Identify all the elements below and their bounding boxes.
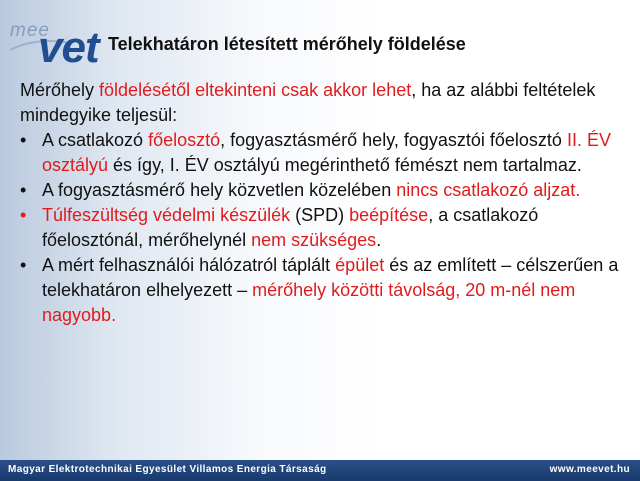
condition-3-text-3: .	[376, 230, 382, 250]
condition-4-text-1: A mért felhasználói hálózatról táplált	[42, 255, 336, 275]
condition-1-text-3: és így, I. ÉV osztályú megérinthető fémészt nem tartalmaz.	[108, 155, 582, 175]
bullet-marker: •	[20, 255, 27, 275]
condition-2-highlight-1: nincs csatlakozó aljzat.	[396, 180, 581, 200]
meevet-logo	[8, 16, 118, 72]
condition-4-text-2: és az említett – célszerűen a telekhatáron elhelyezett –	[42, 255, 619, 300]
condition-3-highlight-2: beépítése	[349, 205, 429, 225]
bullet-marker: •	[20, 130, 27, 150]
condition-2-text-1: A fogyasztásmérő hely közvetlen közelében	[42, 180, 397, 200]
condition-3-highlight-1: Túlfeszültség védelmi készülék	[42, 205, 291, 225]
condition-1-text-2: , fogyasztásmérő hely, fogyasztói főelosztó	[220, 130, 567, 150]
intro-paragraph	[20, 78, 625, 128]
condition-item-2	[20, 178, 625, 203]
footer-organization: Magyar Elektrotechnikai Egyesület Villamos Energia Társaság	[8, 464, 327, 475]
condition-item-3	[20, 203, 625, 253]
bullet-marker: •	[20, 180, 27, 200]
slide-title: Telekhatáron létesített mérőhely földelése	[108, 34, 466, 54]
condition-3-text-2: , a csatlakozó főelosztónál, mérőhelynél	[42, 205, 539, 250]
logo-vet-text: vet	[38, 23, 99, 72]
condition-3-text-1: (SPD)	[290, 205, 350, 225]
slide-content	[20, 78, 625, 328]
bullet-marker-red: •	[20, 205, 27, 225]
condition-1-text-1: A csatlakozó	[42, 130, 149, 150]
condition-1-highlight-1: főelosztó	[148, 130, 221, 150]
condition-3-highlight-3: nem szükséges	[251, 230, 377, 250]
condition-item-1	[20, 128, 625, 178]
footer-website-link[interactable]: www.meevet.hu	[549, 464, 630, 475]
condition-4-highlight-1: épület	[335, 255, 385, 275]
condition-4-highlight-2: mérőhely közötti távolság, 20 m-nél nem nagyobb.	[42, 280, 576, 325]
intro-highlight: földelésétől eltekinteni csak akkor lehet	[99, 80, 412, 100]
condition-item-4	[20, 253, 625, 328]
footer-bar	[0, 460, 640, 481]
intro-text-2: , ha az alábbi feltételek mindegyike teljesül:	[20, 80, 596, 125]
condition-list	[20, 128, 625, 328]
logo-mee-text: mee	[10, 20, 50, 41]
condition-1-highlight-2: II. ÉV osztályú	[42, 130, 611, 175]
intro-text-1: Mérőhely	[20, 80, 100, 100]
